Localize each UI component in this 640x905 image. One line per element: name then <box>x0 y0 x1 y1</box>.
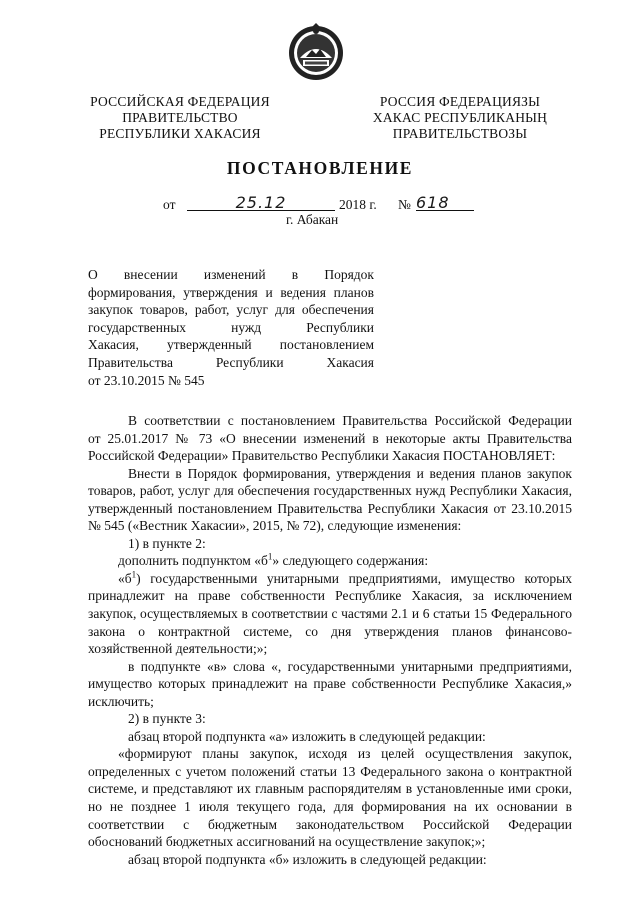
body-line: но не позднее 1 июля текущего года, для формирования на их основании в <box>88 799 572 815</box>
body-line: Российской Федерации» Правительство Республики Хакасия ПОСТАНОВЛЯЕТ: <box>88 448 556 464</box>
handwritten-number: 618 <box>416 193 450 212</box>
body-line <box>88 570 572 588</box>
subject-line: государственных нужд Республики <box>88 319 374 335</box>
body-line: закупок, осуществляемых в соответствии с частями 2.1 и 6 статьи 15 Федерального <box>88 606 572 622</box>
document-body <box>88 412 572 868</box>
coat-of-arms-emblem <box>286 22 346 82</box>
date-prefix: от <box>163 197 176 212</box>
body-line: товаров, работ, услуг для обеспечения государственных нужд Республики Хакасия, <box>88 483 572 499</box>
header-right-line-1: РОССИЯ ФЕДЕРАЦИЯЗЫ <box>379 94 541 109</box>
body-line: Внести в Порядок формирования, утверждения и ведения планов закупок <box>128 465 572 481</box>
number-sign: № <box>398 197 411 212</box>
subject-line: от 23.10.2015 № 545 <box>88 372 205 388</box>
header-left-line-3: РЕСПУБЛИКИ ХАКАСИЯ <box>99 126 261 141</box>
body-line-part: «б <box>118 570 132 586</box>
body-line: определенных с учетом положений статьи 13 Федерального закона о контрактной <box>88 763 572 779</box>
superscript: 1 <box>267 551 273 562</box>
subject-line: Правительства Республики Хакасия <box>88 354 374 370</box>
body-line <box>88 552 572 570</box>
body-line: исключить; <box>88 693 154 709</box>
handwritten-date: 25.12 <box>235 193 287 212</box>
header-left-line-2: ПРАВИТЕЛЬСТВО <box>122 110 238 125</box>
body-line-part: ) государственными унитарными предприятиями, имущество которых <box>136 570 572 586</box>
body-line: 2) в пункте 3: <box>128 711 206 727</box>
body-line-part: дополнить подпунктом «б <box>118 553 268 569</box>
subject-line: Хакасия, утвержденный постановлением <box>88 337 374 353</box>
header-russian <box>80 94 280 142</box>
subject-line: формирования, утверждения и ведения планов <box>88 284 374 300</box>
subject-line: О внесении изменений в Порядок <box>88 267 374 282</box>
header-left-line-1: РОССИЙСКАЯ ФЕДЕРАЦИЯ <box>90 94 270 109</box>
body-line: закона о контрактной системе, со дня утверждения планов финансово- <box>88 623 572 639</box>
date-field <box>187 193 335 211</box>
body-line: имущество которых принадлежит на праве собственности Республике Хакасия,» <box>88 676 572 692</box>
body-line-part: » следующего содержания: <box>272 553 429 569</box>
subject-line: закупок товаров, работ, услуг для обеспечения <box>88 302 374 318</box>
body-line: принадлежит на праве собственности Республике Хакасия, за исключением <box>88 588 572 604</box>
superscript: 1 <box>131 569 137 580</box>
body-line: № 545 («Вестник Хакасии», 2015, № 72), следующие изменения: <box>88 518 462 534</box>
body-line: В соответствии с постановлением Правительства Российской Федерации <box>128 413 572 428</box>
body-line: абзац второй подпункта «б» изложить в следующей редакции: <box>128 851 487 867</box>
number-field <box>416 193 474 211</box>
header-right-line-3: ПРАВИТЕЛЬСТВОЗЫ <box>392 126 528 141</box>
body-line: от 25.01.2017 № 73 «О внесении изменений в некоторые акты Правительства <box>88 430 572 446</box>
body-line: в подпункте «в» слова «, государственными унитарными предприятиями, <box>128 658 572 674</box>
header-khakas <box>360 94 560 142</box>
header-right-line-2: ХАКАС РЕСПУБЛИКАНЫҢ <box>372 110 548 125</box>
document-title: ПОСТАНОВЛЕНИЕ <box>226 158 414 178</box>
city-label: г. Абакан <box>286 212 339 227</box>
subject-block <box>88 266 374 389</box>
year-label: 2018 г. <box>339 197 377 212</box>
body-line: утвержденный постановлением Правительства Республики Хакасия от 23.10.2015 <box>88 500 572 516</box>
body-line: хозяйственной деятельности;»; <box>88 641 268 657</box>
body-line: 1) в пункте 2: <box>128 535 206 551</box>
body-line: «формируют планы закупок, исходя из целей осуществления закупок, <box>118 746 572 762</box>
body-line: обоснований бюджетных ассигнований на осуществление закупок;»; <box>88 834 486 850</box>
body-line: системе, и представляют их главным распорядителям в установленные ими сроки, <box>88 781 572 797</box>
body-line: абзац второй подпункта «а» изложить в следующей редакции: <box>128 728 486 744</box>
body-line: соответствии с бюджетным законодательством Российской Федерации <box>88 816 572 832</box>
